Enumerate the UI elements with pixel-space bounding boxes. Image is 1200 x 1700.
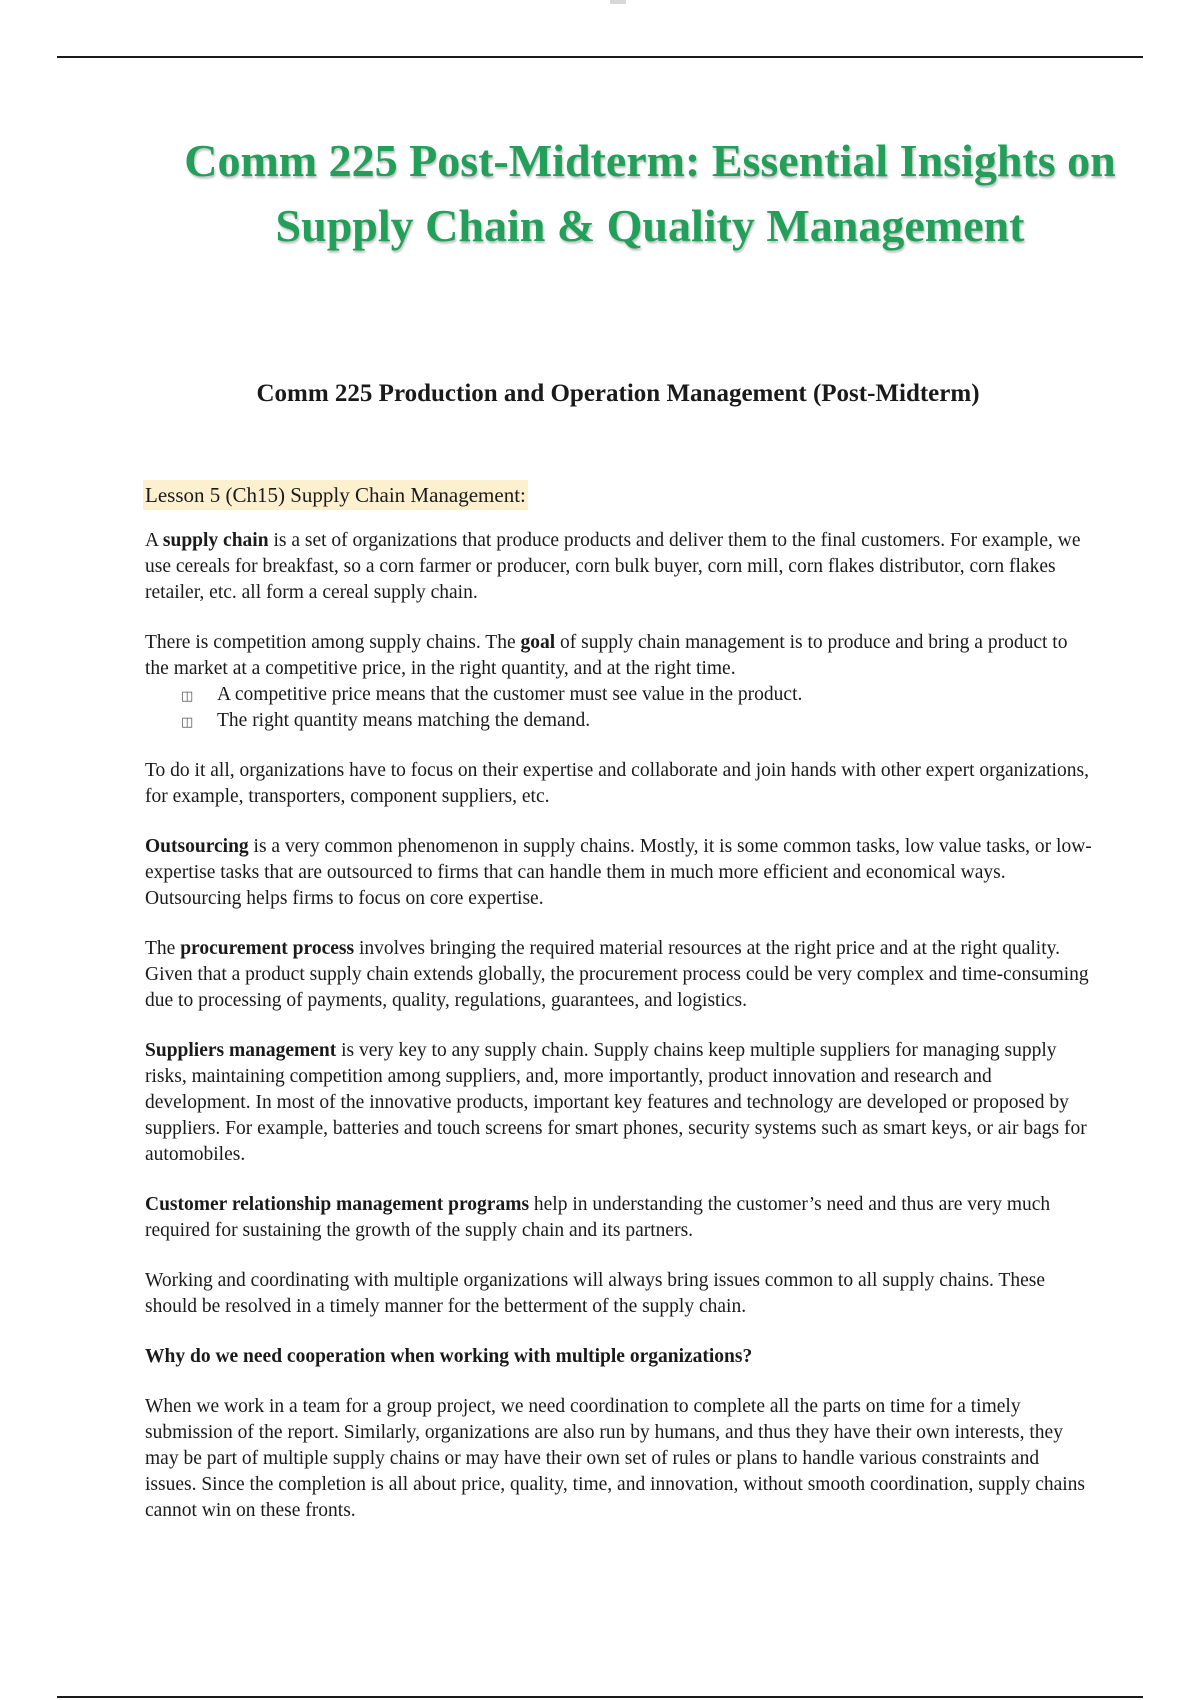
header-rule xyxy=(57,56,1143,58)
paragraph-goal xyxy=(145,630,1095,682)
text-run: is a very common phenomenon in supply chains. Mostly, it is some common tasks, low value tasks, or low-expertise tasks that are outsourced to firms that can handle them in much more efficient and economical ways. Outsourcing helps firms to focus on core expertise. xyxy=(145,836,1092,909)
page-top-marker xyxy=(610,0,626,4)
text-run: A xyxy=(145,530,163,551)
lesson-heading: Lesson 5 (Ch15) Supply Chain Management: xyxy=(143,480,528,510)
term-crm-programs: Customer relationship management programs xyxy=(145,1194,530,1215)
text-run: is very key to any supply chain. Supply chains keep multiple suppliers for managing supply risks, maintaining competition among suppliers, and, more importantly, product innovation and research and development. In most of the innovative products, important key features and technology are developed or proposed by suppliers. For example, batteries and touch screens for smart phones, security systems such as smart keys, or air bags for automobiles. xyxy=(145,1040,1087,1165)
paragraph-procurement xyxy=(145,936,1095,1014)
cooperation-question: Why do we need cooperation when working with multiple organizations? xyxy=(145,1346,753,1367)
term-outsourcing: Outsourcing xyxy=(145,836,249,857)
paragraph-supply-chain xyxy=(145,528,1095,606)
term-goal: goal xyxy=(520,632,556,653)
paragraph-coordination-issues: Working and coordinating with multiple organizations will always bring issues common to all supply chains. These should be resolved in a timely manner for the betterment of the supply chain. xyxy=(145,1270,1045,1317)
text-run: There is competition among supply chains. The xyxy=(145,632,521,653)
footer-rule xyxy=(57,1696,1143,1698)
term-suppliers-management: Suppliers management xyxy=(145,1040,337,1061)
document-title-line-1: Comm 225 Post-Midterm: Essential Insights on xyxy=(184,135,1116,186)
paragraph-cooperation-answer: When we work in a team for a group project, we need coordination to complete all the parts on time for a timely submission of the report. Similarly, organizations are also run by humans, and thus they have their own interests, they may be part of multiple supply chains or may have their own set of rules or plans to handle various constraints and issues. Since the completion is all about price, quality, time, and innovation, without smooth coordination, supply chains cannot win on these fronts. xyxy=(145,1396,1086,1521)
term-supply-chain: supply chain xyxy=(162,530,269,551)
text-run: help in understanding the customer’s need and thus are very much required for sustaining the growth of the supply chain and its partners. xyxy=(145,1194,1051,1241)
paragraph-crm xyxy=(145,1192,1095,1244)
paragraph-expertise: To do it all, organizations have to focus on their expertise and collaborate and join hands with other expert organizations, for example, transporters, component suppliers, etc. xyxy=(145,760,1089,807)
bullet-box-icon: ◫ xyxy=(181,715,194,730)
list-item-text: The right quantity means matching the demand. xyxy=(217,710,591,731)
goal-bullet-list xyxy=(145,682,1095,734)
document-title xyxy=(100,128,1200,258)
paragraph-outsourcing xyxy=(145,834,1095,912)
term-procurement-process: procurement process xyxy=(180,938,355,959)
document-title-line-2: Supply Chain & Quality Management xyxy=(275,200,1025,251)
text-run: The xyxy=(145,938,181,959)
list-item-text: A competitive price means that the customer must see value in the product. xyxy=(217,684,803,705)
text-run: involves bringing the required material resources at the right price and at the right quality. Given that a product supply chain extends globally, the procurement process could be very complex and time-consuming due to processing of payments, quality, regulations, guarantees, and logistics. xyxy=(145,938,1089,1011)
paragraph-suppliers xyxy=(145,1038,1095,1168)
list-item xyxy=(181,682,1095,708)
document-subtitle: Comm 225 Production and Operation Management (Post-Midterm) xyxy=(256,380,980,407)
text-run: of supply chain management is to produce and bring a product to the market at a competitive price, in the right quantity, and at the right time. xyxy=(145,632,1068,679)
text-run: is a set of organizations that produce products and deliver them to the final customers. For example, we use cereals for breakfast, so a corn farmer or producer, corn bulk buyer, corn mill, corn flakes distributor, corn flakes retailer, etc. all form a cereal supply chain. xyxy=(145,530,1081,603)
document-body xyxy=(145,480,1095,1548)
list-item xyxy=(181,708,1095,734)
bullet-box-icon: ◫ xyxy=(181,689,194,704)
